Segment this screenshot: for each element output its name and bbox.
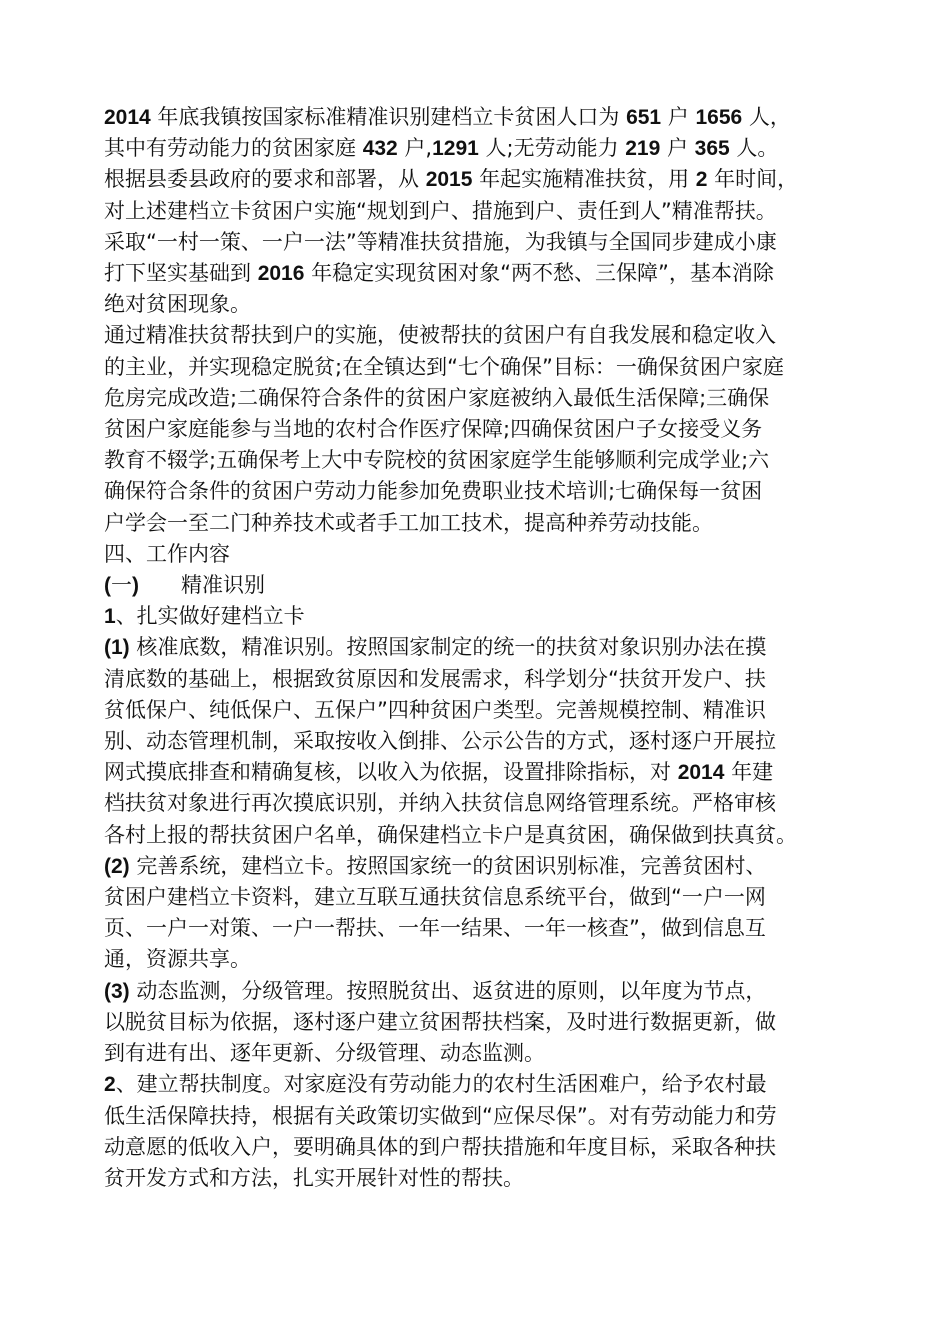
text-line: 确保符合条件的贫困户劳动力能参加免费职业技术培训;七确保每一贫困 <box>104 479 763 504</box>
text-line: 教育不辍学;五确保考上大中专院校的贫困家庭学生能够顺利完成学业;六 <box>104 448 770 473</box>
text-line: 到有进有出、逐年更新、分级管理、动态监测。 <box>104 1041 545 1066</box>
text-line: (2) 完善系统，建档立卡。按照国家统一的贫困识别标准，完善贫困村、 <box>104 853 767 878</box>
paragraph-section-heading-four <box>104 539 874 570</box>
text-line: (1) 核准底数，精准识别。按照国家制定的统一的扶贫对象识别办法在摸 <box>104 635 767 660</box>
text-line: 低生活保障扶持，根据有关政策切实做到“应保尽保”。对有劳动能力和劳 <box>104 1103 777 1128</box>
text-line: 根据县委县政府的要求和部署，从 2015 年起实施精准扶贫，用 2 年时间， <box>104 167 799 192</box>
text-line: 动意愿的低收入户，要明确具体的到户帮扶措施和年度目标，采取各种扶 <box>104 1134 776 1159</box>
text-line: 2014 年底我镇按国家标准精准识别建档立卡贫困人口为 651 户 1656 人， <box>104 105 791 129</box>
document-page <box>104 102 874 1194</box>
text-line: 通过精准扶贫帮扶到户的实施，使被帮扶的贫困户有自我发展和稳定收入 <box>104 323 776 348</box>
text-line: 打下坚实基础到 2016 年稳定实现贫困对象“两不愁、三保障”，基本消除 <box>104 261 774 286</box>
text-line: 贫困户家庭能参与当地的农村合作医疗保障;四确保贫困户子女接受义务 <box>104 417 763 442</box>
text-line: 采取“一村一策、一户一法”等精准扶贫措施，为我镇与全国同步建成小康 <box>104 229 777 254</box>
paragraph-item-1-2 <box>104 851 874 976</box>
text-line: 清底数的基础上，根据致贫原因和发展需求，科学划分“扶贫开发户、扶 <box>104 666 766 691</box>
paragraph-goals-paragraph <box>104 320 874 538</box>
paragraph-plan-paragraph <box>104 164 874 320</box>
text-line: (3) 动态监测，分级管理。按照脱贫出、返贫进的原则，以年度为节点， <box>104 978 767 1003</box>
paragraph-subsection-heading-one <box>104 570 874 601</box>
text-line: 其中有劳动能力的贫困家庭 432 户,1291 人;无劳动能力 219 户 365 人。 <box>104 136 779 161</box>
text-line: 档扶贫对象进行再次摸底识别，并纳入扶贫信息网络管理系统。严格审核 <box>104 791 776 816</box>
paragraph-item-1-heading <box>104 601 874 632</box>
text-line: 贫低保户、纯低保户、五保户”四种贫困户类型。完善规模控制、精准识 <box>104 697 766 722</box>
text-line: 贫开发方式和方法，扎实开展针对性的帮扶。 <box>104 1165 524 1190</box>
text-line: 绝对贫困现象。 <box>104 292 251 317</box>
text-line: 通，资源共享。 <box>104 947 251 972</box>
paragraph-intro-statistics <box>104 102 874 164</box>
text-line: 以脱贫目标为依据，逐村逐户建立贫困帮扶档案，及时进行数据更新，做 <box>104 1009 776 1034</box>
text-line: 别、动态管理机制，采取按收入倒排、公示公告的方式，逐村逐户开展拉 <box>104 729 776 754</box>
text-line: 各村上报的帮扶贫困户名单，确保建档立卡户是真贫困，确保做到扶真贫。 <box>104 822 797 847</box>
text-line: 户学会一至二门种养技术或者手工加工技术，提高种养劳动技能。 <box>104 510 713 535</box>
text-line: 2、建立帮扶制度。对家庭没有劳动能力的农村生活困难户，给予农村最 <box>104 1072 767 1097</box>
text-line: 页、一户一对策、一户一帮扶、一年一结果、一年一核查”，做到信息互 <box>104 916 766 941</box>
text-line: 危房完成改造;二确保符合条件的贫困户家庭被纳入最低生活保障;三确保 <box>104 385 770 410</box>
text-line: 对上述建档立卡贫困户实施“规划到户、措施到户、责任到人”精准帮扶。 <box>104 198 777 223</box>
paragraph-item-2 <box>104 1069 874 1194</box>
text-line: 网式摸底排查和精确复核，以收入为依据，设置排除指标，对 2014 年建 <box>104 760 774 785</box>
paragraph-item-1-1 <box>104 632 874 850</box>
paragraph-item-1-3 <box>104 976 874 1070</box>
text-line: 1、扎实做好建档立卡 <box>104 604 305 629</box>
text-line: 的主业，并实现稳定脱贫;在全镇达到“七个确保”目标：一确保贫困户家庭 <box>104 354 784 379</box>
text-line: 四、工作内容 <box>104 541 230 566</box>
text-line: (一) 精准识别 <box>104 573 265 598</box>
text-line: 贫困户建档立卡资料，建立互联互通扶贫信息系统平台，做到“一户一网 <box>104 885 766 910</box>
